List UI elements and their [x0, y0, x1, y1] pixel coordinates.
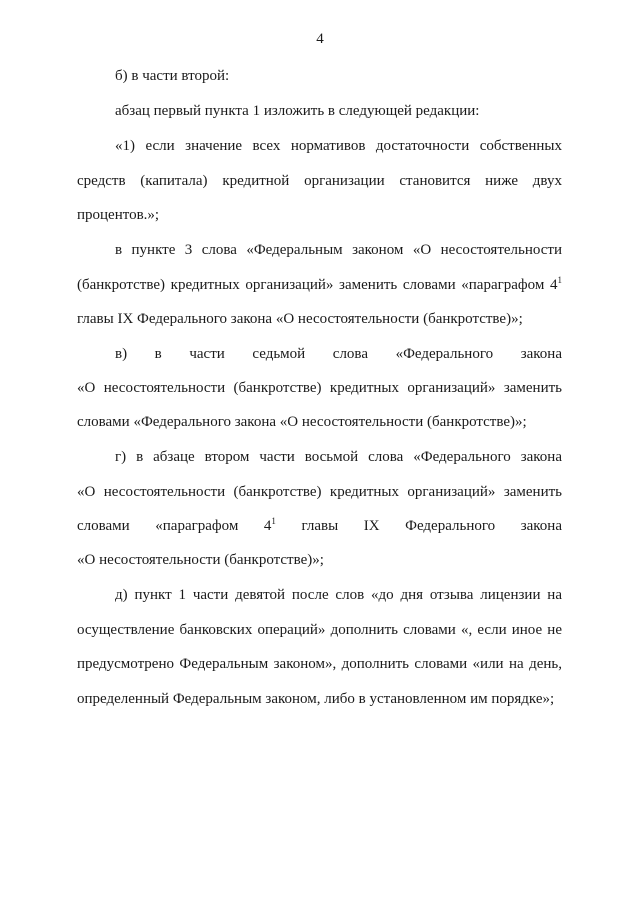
text-line-g-part-eight: г) в абзаце втором части восьмой слова «Федерального закона [115, 449, 562, 465]
text-line: осуществление банковских операций» дополнить словами «, если иное не [77, 622, 562, 638]
text-line: определенный Федеральным законом, либо в установленном им порядке»; [77, 691, 555, 707]
text-line: главы IX Федерального закона «О несостоятельности (банкротстве)»; [77, 311, 523, 327]
text-line: «О несостоятельности (банкротстве) кредитных организаций» заменить [77, 484, 562, 500]
superscript: 1 [557, 275, 562, 285]
text-line-b-part-two: б) в части второй: [115, 68, 230, 84]
text-line-d-part-nine: д) пункт 1 части девятой после слов «до дня отзыва лицензии на [115, 587, 562, 603]
text-line: словами «Федерального закона «О несостоятельности (банкротстве)»; [77, 414, 527, 430]
text-line: «О несостоятельности (банкротстве) кредитных организаций» заменить [77, 380, 562, 396]
text-fragment: словами «параграфом 4 [77, 518, 272, 534]
text-line: предусмотрено Федеральным законом», дополнить словами «или на день, [77, 656, 562, 672]
text-line-first-paragraph: абзац первый пункта 1 изложить в следующей редакции: [115, 103, 480, 119]
text-fragment: (банкротстве) кредитных организаций» заменить словами «параграфом 4 [77, 277, 558, 293]
text-line-point-3: в пункте 3 слова «Федеральным законом «О несостоятельности [115, 242, 562, 258]
text-line: «О несостоятельности (банкротстве)»; [77, 552, 324, 568]
page-number: 4 [316, 31, 324, 47]
text-line: средств (капитала) кредитной организации становится ниже двух [77, 173, 562, 189]
text-line-with-superscript [77, 517, 562, 535]
text-fragment: главы IX Федерального закона [275, 518, 562, 534]
superscript: 1 [271, 516, 276, 526]
text-line-quote-start: «1) если значение всех нормативов достаточности собственных [115, 138, 562, 154]
text-line-with-superscript [77, 276, 562, 294]
text-line-v-part-seven: в) в части седьмой слова «Федерального закона [115, 346, 562, 362]
text-line: процентов.»; [77, 207, 160, 223]
